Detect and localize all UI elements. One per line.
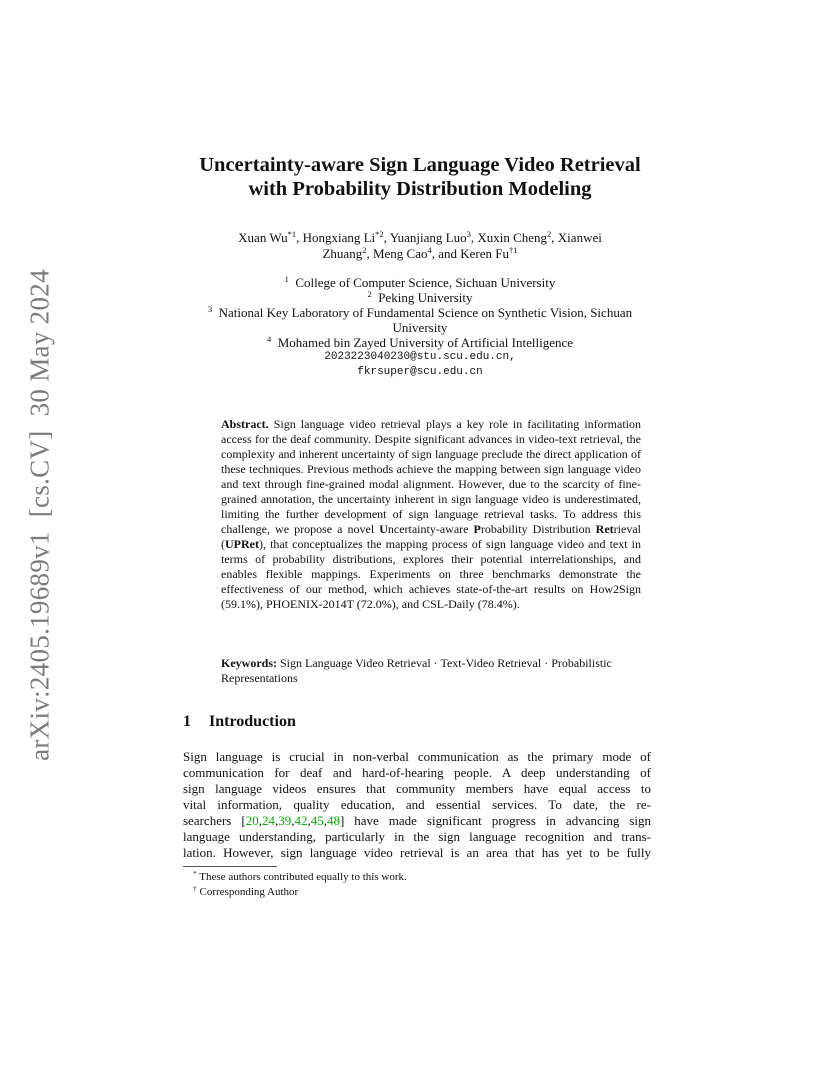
arxiv-id: arXiv:2405.19689v1 xyxy=(24,531,55,761)
intro-line-1: Sign language is crucial in non-verbal communication as the primary mode of xyxy=(183,749,651,764)
paper-title-line-1: Uncertainty-aware Sign Language Video Retrieval xyxy=(199,154,641,176)
citation-link[interactable]: 24 xyxy=(261,813,275,828)
arxiv-category: [cs.CV] xyxy=(24,430,55,518)
intro-line-7: lation. However, sign language video retrieval is an area that has yet to be fully xyxy=(183,845,651,860)
citation-link[interactable]: 39 xyxy=(278,813,292,828)
affiliation-4: $^4$ Mohamed bin Zayed University of Artificial Intelligence xyxy=(266,334,574,350)
email-1: 2023223040230@stu.scu.edu.cn, xyxy=(324,351,516,363)
section-title: Introduction xyxy=(209,713,296,730)
intro-line-3: sign language videos ensures that community members have equal access to xyxy=(183,781,651,796)
citation-link[interactable]: 20 xyxy=(245,813,259,828)
author-line-1: Xuan Wu$^{*1}$, Hongxiang Li$^{*2}$, Yuanjiang Luo$^3$, Xuxin Cheng$^2$, Xianwei xyxy=(238,229,602,245)
arxiv-stamp xyxy=(25,269,56,761)
footnote-equal-contribution: * These authors contributed equally to this work. xyxy=(193,869,407,883)
abstract-label: Abstract. xyxy=(221,417,269,431)
footnote-divider xyxy=(183,866,277,867)
keywords xyxy=(221,656,641,686)
citation-link[interactable]: 45 xyxy=(310,813,324,828)
affiliation-3-line-1: $^3$ National Key Laboratory of Fundamental Science on Synthetic Vision, Sichuan xyxy=(207,304,633,320)
section-number: 1 xyxy=(183,713,191,730)
author-line-2: Zhuang$^2$, Meng Cao$^4$, and Keren Fu$^{\dagger 1}$ xyxy=(322,245,518,261)
affiliation-1: $^1$ College of Computer Science, Sichuan University xyxy=(284,274,556,290)
intro-line-5: searchers [20,24,39,42,45,48] have made significant progress in advancing sign xyxy=(183,813,652,828)
paper-title-line-2: with Probability Distribution Modeling xyxy=(248,178,592,200)
keywords-paragraph: Keywords: Sign Language Video Retrieval · Text-Video Retrieval · Probabilistic Representations xyxy=(221,656,612,685)
intro-line-2: communication for deaf and hard-of-hearing people. A deep understanding of xyxy=(183,765,651,780)
footnote-corresponding-author: † Corresponding Author xyxy=(193,884,299,898)
citation-link[interactable]: 48 xyxy=(326,813,340,828)
intro-line-6: language understanding, particularly in the sign language recognition and trans- xyxy=(183,829,651,844)
affiliation-3-line-2: University xyxy=(392,320,448,335)
abstract xyxy=(221,417,641,612)
section-heading-introduction xyxy=(183,712,296,732)
abstract-paragraph: Abstract. Sign language video retrieval plays a key role in facilitating information access for the deaf community. Despite significant advances in video-text retrieval, the complexity and inherent uncertainty of sign language preclude the direct application of these techniques. Previous methods achieve the mapping between sign language video and text through fine-grained modal alignment. However, due to the scarcity of fine-grained annotation, the uncertainty inherent in sign language video is underestimated, limiting the further development of sign language retrieval tasks. To address this challenge, we propose a novel Uncertainty-aware Probability Distribution Retrieval (UPRet), that conceptualizes the mapping process of sign language video and text in terms of probability distributions, explores their potential interrelationships, and enables flexible mappings. Experiments on three benchmarks demonstrate the effectiveness of our method, which achieves state-of-the-art results on How2Sign (59.1%), PHOENIX-2014T (72.0%), and CSL-Daily (78.4%). xyxy=(221,417,641,611)
citation-link[interactable]: 42 xyxy=(294,813,308,828)
email-2: fkrsuper@scu.edu.cn xyxy=(357,366,483,378)
affiliation-2: $^2$ Peking University xyxy=(367,289,473,305)
intro-line-4: vital information, quality education, and essential services. To date, the re- xyxy=(183,797,651,812)
keywords-label: Keywords: xyxy=(221,656,277,670)
arxiv-date: 30 May 2024 xyxy=(24,269,55,417)
